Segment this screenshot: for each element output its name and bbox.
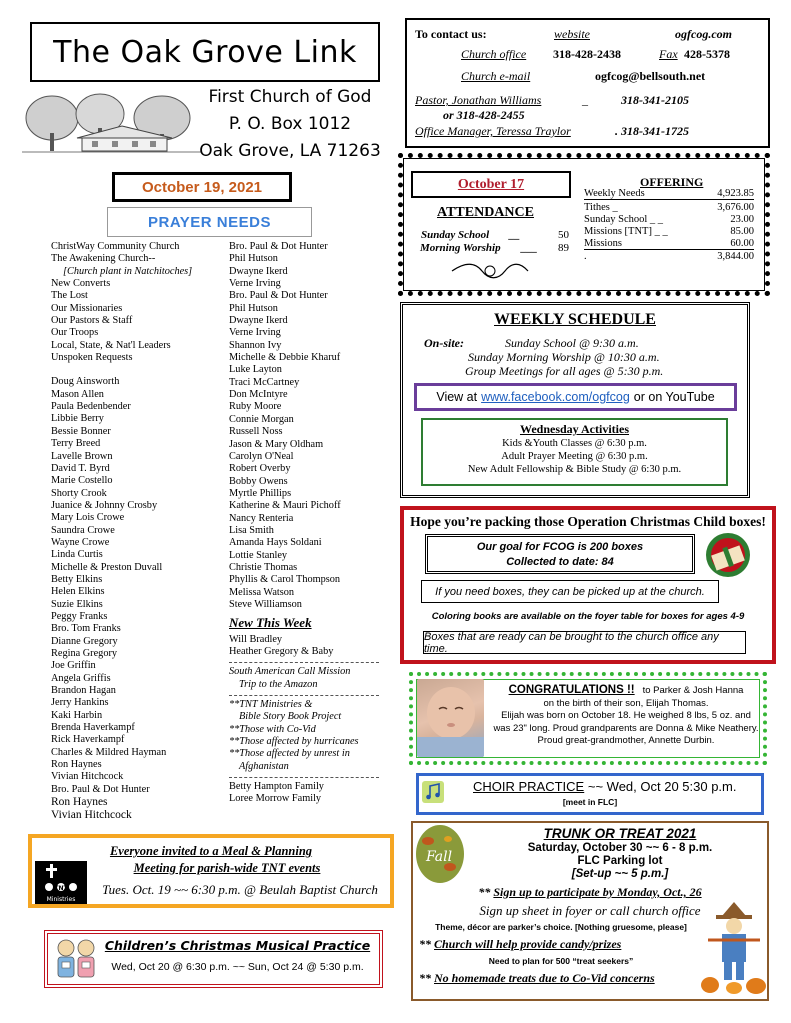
- prayer-item: Katherine & Mauri Pichoff: [229, 500, 341, 512]
- prayer-item: Don McIntyre: [229, 389, 288, 401]
- pastor-alt-phone: or 318-428-2455: [443, 108, 525, 122]
- childrens-musical-title: Children’s Christmas Musical Practice: [104, 938, 371, 953]
- trunk-no-homemade: No homemade treats due to Co-Vid concerns: [434, 971, 655, 985]
- wednesday-item: Kids &Youth Classes @ 6:30 p.m.: [502, 438, 647, 449]
- prayer-item: Ron Haynes: [51, 796, 108, 809]
- schedule-line: Sunday Morning Worship @ 10:30 a.m.: [468, 350, 660, 364]
- flourish-ornament: [450, 260, 530, 282]
- prayer-item: Russell Noss: [229, 426, 283, 438]
- offering-row: [584, 226, 754, 237]
- prayer-item: Jerry Hankins: [51, 697, 109, 709]
- new-this-week-heading: New This Week: [229, 615, 312, 631]
- offering-row: [584, 238, 754, 250]
- prayer-item: Traci McCartney: [229, 376, 300, 388]
- facebook-link[interactable]: www.facebook.com/ogfcog: [481, 390, 630, 404]
- prayer-item: Bro. Paul & Dot Hunter: [229, 290, 328, 302]
- prayer-item: Verne Irving: [229, 278, 281, 290]
- offering-row: [584, 188, 754, 200]
- website-label: website: [554, 27, 590, 41]
- wednesday-activities-box: [421, 418, 728, 486]
- occ-coloring-note: Coloring books are available on the foyer table for boxes for ages 4-9: [431, 611, 745, 622]
- contact-label: To contact us:: [415, 27, 487, 41]
- attendance-label: Sunday School: [421, 229, 490, 241]
- prayer-item: Charles & Mildred Hayman: [51, 746, 167, 758]
- prayer-item: Phil Hutson: [229, 302, 278, 314]
- prayer-item: Shannon Ivy: [229, 339, 282, 351]
- offering-label: Sunday School _ _: [584, 214, 664, 225]
- prayer-item: Bible Story Book Project: [239, 711, 342, 723]
- fax-number: 428-5378: [684, 47, 730, 61]
- prayer-item: Local, State, & Nat'l Leaders: [51, 339, 171, 351]
- fall-leaf-icon: [414, 823, 466, 885]
- offering-row: [584, 214, 754, 225]
- contact-box: [405, 18, 770, 148]
- offering-label: .: [584, 251, 587, 262]
- prayer-item: Connie Morgan: [229, 413, 294, 425]
- prayer-item: Our Pastors & Staff: [51, 315, 133, 327]
- prayer-item: Myrtle Phillips: [229, 487, 292, 499]
- prayer-needs-heading: PRAYER NEEDS: [107, 207, 312, 237]
- church-illustration: [22, 88, 202, 158]
- attendance-date: October 17: [411, 171, 571, 198]
- prayer-item: **Those with Co-Vid: [229, 723, 316, 735]
- occ-title: Hope you’re packing those Operation Christmas Child boxes!: [410, 514, 766, 529]
- prayer-item: Saundra Crowe: [51, 524, 115, 536]
- congratulations-line: was 23" long. Proud grandparents are Donna & Mike Neathery.: [493, 722, 759, 734]
- facebook-box: [414, 383, 737, 411]
- trunk-sheet: Sign up sheet in foyer or call church office: [479, 903, 701, 918]
- prayer-item: Verne Irving: [229, 327, 281, 339]
- prayer-item: The Lost: [51, 290, 88, 302]
- wednesday-title: Wednesday Activities: [519, 422, 629, 436]
- office-manager-phone: . 318-341-1725: [615, 124, 689, 138]
- congratulations-line: on the birth of their son, Elijah Thomas.: [543, 697, 709, 709]
- prayer-column-1: [51, 241, 229, 822]
- scarecrow-icon: [700, 900, 768, 995]
- tnt-logo-sub: Ministries: [46, 896, 76, 903]
- divider: [229, 662, 379, 663]
- offering-title: OFFERING: [640, 175, 704, 189]
- fall-word: Fall: [426, 849, 453, 865]
- prayer-item: Amanda Hays Soldani: [229, 537, 322, 549]
- prayer-item: Jason & Mary Oldham: [229, 438, 324, 450]
- offering-label: Tithes _: [584, 202, 618, 213]
- trunk-need: Need to plan for 500 “treat seekers”: [488, 956, 634, 966]
- attendance-dash: ___: [521, 242, 538, 254]
- divider: [229, 777, 379, 778]
- prayer-item: Nancy Renteria: [229, 512, 294, 524]
- trunk-signup-prefix: **: [478, 885, 494, 899]
- prayer-item: Our Missionaries: [51, 302, 123, 314]
- prayer-item: The Awakening Church--: [51, 253, 156, 265]
- view-at-label: View at: [436, 390, 478, 404]
- tnt-ministries-logo: [35, 861, 87, 904]
- prayer-item: Ruby Moore: [229, 401, 282, 413]
- prayer-item: Will Bradley: [229, 633, 283, 645]
- prayer-item: ChristWay Community Church: [51, 241, 180, 252]
- prayer-item: Dianne Gregory: [51, 635, 118, 647]
- prayer-item: Joe Griffin: [51, 660, 96, 672]
- attendance-label: Morning Worship: [420, 242, 501, 254]
- prayer-item: Melissa Watson: [229, 586, 295, 598]
- onsite-label: On-site:: [424, 336, 464, 350]
- prayer-item: Our Troops: [51, 327, 99, 339]
- prayer-item: Loree Morrow Family: [229, 793, 322, 805]
- occ-ready-note: Boxes that are ready can be brought to the church office any time.: [423, 631, 746, 654]
- prayer-item: **Those affected by unrest in: [229, 748, 350, 760]
- church-email[interactable]: ogfcog@bellsouth.net: [595, 69, 706, 83]
- weekly-schedule-title: WEEKLY SCHEDULE: [494, 311, 656, 328]
- schedule-line: Group Meetings for all ages @ 5:30 p.m.: [465, 364, 664, 378]
- prayer-column-2: [229, 241, 394, 806]
- prayer-item: Doug Ainsworth: [51, 376, 120, 388]
- issue-date: October 19, 2021: [112, 172, 292, 202]
- prayer-item: Steve Williamson: [229, 598, 302, 610]
- po-box: P. O. Box 1012: [228, 114, 352, 134]
- attendance-dash: __: [509, 229, 520, 241]
- prayer-item: Heather Gregory & Baby: [229, 646, 334, 657]
- congratulations-title: CONGRATULATIONS !!: [508, 684, 635, 696]
- prayer-item: Robert Overby: [229, 463, 291, 475]
- prayer-item: Helen Elkins: [51, 586, 105, 598]
- prayer-item: Paula Bedenbender: [51, 401, 131, 413]
- prayer-item: Bro. Paul & Dot Hunter: [51, 783, 150, 795]
- city-state-zip: Oak Grove, LA 71263: [199, 141, 381, 161]
- prayer-item: Phil Hutson: [229, 253, 278, 265]
- prayer-item: Wayne Crowe: [51, 536, 110, 548]
- baby-photo: [417, 679, 484, 757]
- trunk-signup: Sign up to participate by Monday, Oct., 26: [493, 885, 702, 899]
- divider: [229, 695, 379, 696]
- prayer-item: Lisa Smith: [229, 524, 274, 536]
- prayer-item: Vivian Hitchcock: [51, 771, 124, 783]
- prayer-item: Luke Layton: [229, 364, 282, 376]
- masthead: [30, 22, 380, 82]
- prayer-item: Lottie Stanley: [229, 549, 288, 561]
- prayer-item: Bessie Bonner: [51, 425, 111, 437]
- occ-collected: Collected to date: 84: [506, 556, 614, 568]
- offering-value: 60.00: [730, 238, 754, 249]
- website-link[interactable]: ogfcog.com: [675, 27, 732, 41]
- youtube-label: or on YouTube: [633, 390, 715, 404]
- prayer-item: Betty Hampton Family: [229, 781, 324, 793]
- prayer-item: Regina Gregory: [51, 648, 118, 659]
- childrens-musical-when: Wed, Oct 20 @ 6:30 p.m. ~~ Sun, Oct 24 @ 5:30 p.m.: [111, 961, 364, 973]
- attendance-title: ATTENDANCE: [437, 205, 534, 220]
- prayer-item: Juanice & Johnny Crosby: [51, 499, 158, 511]
- prayer-item: Linda Curtis: [51, 549, 103, 561]
- church-name: First Church of God: [208, 87, 372, 107]
- occ-goal-box: [425, 534, 695, 574]
- choir-meet-location: [meet in FLC]: [562, 797, 618, 807]
- choir-title: CHOIR PRACTICE: [473, 779, 585, 794]
- prayer-item: Trip to the Amazon: [239, 678, 318, 690]
- trunk-where: FLC Parking lot: [577, 855, 663, 867]
- offering-label: Weekly Needs: [584, 188, 645, 199]
- fax-label: Fax: [659, 47, 678, 61]
- prayer-item: Kaki Harbin: [51, 709, 103, 721]
- prayer-item: Dwayne Ikerd: [229, 315, 288, 327]
- wednesday-item: New Adult Fellowship & Bible Study @ 6:30 p.m.: [467, 464, 682, 475]
- church-address: [190, 84, 390, 165]
- prayer-item: **Those affected by hurricanes: [229, 736, 359, 748]
- congratulations-text: [487, 684, 765, 748]
- occ-pickup-note: If you need boxes, they can be picked up at the church.: [421, 580, 719, 603]
- prayer-names-list: [229, 241, 394, 611]
- church-office-phone: 318-428-2438: [553, 47, 621, 61]
- congratulations-line: Elijah was born on October 18. He weighed 8 lbs, 5 oz. and: [501, 710, 751, 721]
- prayer-item: David T. Byrd: [51, 462, 110, 474]
- prayer-item: Dwayne Ikerd: [229, 265, 288, 277]
- offering-value: 3,676.00: [717, 202, 754, 213]
- trunk-when: Saturday, October 30 ~~ 6 - 8 p.m.: [527, 842, 713, 854]
- offering-row: [584, 251, 754, 262]
- pastor-phone: 318-341-2105: [621, 93, 689, 107]
- wednesday-item: Adult Prayer Meeting @ 6:30 p.m.: [501, 451, 648, 462]
- trunk-setup: [Set-up ~~ 5 p.m.]: [571, 868, 669, 880]
- attendance-value: 50: [558, 229, 569, 241]
- offering-label: Missions [TNT] _ _: [584, 226, 668, 237]
- pastor-label: Pastor, Jonathan Williams: [415, 93, 542, 107]
- prayer-item: Brandon Hagan: [51, 685, 116, 697]
- prayer-item: Rick Haverkampf: [51, 734, 125, 746]
- prayer-item: Suzie Elkins: [51, 598, 103, 610]
- prayer-item: Mason Allen: [51, 388, 104, 400]
- prayer-item: Ron Haynes: [51, 759, 102, 771]
- prayer-item: Shorty Crook: [51, 487, 107, 499]
- prayer-item: Phyllis & Carol Thompson: [229, 574, 341, 586]
- prayer-item: Libbie Berry: [51, 413, 104, 425]
- prayer-item: Betty Elkins: [51, 573, 103, 585]
- choir-when: ~~ Wed, Oct 20 5:30 p.m.: [587, 779, 737, 794]
- prayer-item: [Church plant in Natchitoches]: [63, 265, 193, 277]
- trunk-theme: Theme, décor are parker’s choice. [Nothing gruesome, please]: [435, 922, 687, 932]
- office-manager-label: Office Manager, Teressa Traylor: [415, 124, 571, 138]
- occ-goal: Our goal for FCOG is 200 boxes: [476, 541, 644, 553]
- trunk-candy: Church will help provide candy/prizes: [434, 937, 622, 951]
- prayer-item: South American Call Mission: [229, 666, 351, 678]
- church-office-label: Church office: [461, 47, 527, 61]
- church-email-label: Church e-mail: [461, 69, 531, 83]
- prayer-item: Unspoken Requests: [51, 352, 133, 364]
- prayer-item: Marie Costello: [51, 475, 113, 487]
- prayer-item: Terry Breed: [51, 438, 101, 450]
- prayer-item: **TNT Ministries &: [229, 699, 313, 711]
- pastor-dash: _: [582, 93, 588, 107]
- prayer-item: Vivian Hitchcock: [51, 809, 132, 822]
- prayer-item: Bro. Paul & Dot Hunter: [229, 241, 328, 252]
- prayer-names-list: [51, 376, 229, 796]
- choir-practice-line: [473, 779, 736, 794]
- singing-kids-icon: [51, 934, 101, 984]
- offering-value: 85.00: [730, 226, 754, 237]
- trunk-title: TRUNK OR TREAT 2021: [543, 826, 697, 841]
- prayer-item: Afghanistan: [239, 760, 289, 772]
- offering-value: 4,923.85: [717, 188, 754, 199]
- schedule-line: Sunday School @ 9:30 a.m.: [505, 336, 639, 350]
- meal-line-2: Meeting for parish-wide TNT events: [133, 861, 321, 875]
- prayer-item: Bro. Tom Franks: [51, 623, 121, 635]
- prayer-item: Michelle & Debbie Kharuf: [229, 352, 341, 364]
- gift-box-icon: [705, 532, 751, 578]
- prayer-item: Michelle & Preston Duvall: [51, 561, 163, 573]
- meal-line-1: Everyone invited to a Meal & Planning: [109, 844, 313, 858]
- prayer-item: New Converts: [51, 278, 111, 290]
- offering-value: 23.00: [730, 214, 754, 225]
- offering-label: Missions: [584, 238, 622, 249]
- attendance-value: 89: [558, 242, 569, 254]
- prayer-item: Bobby Owens: [229, 475, 288, 487]
- congratulations-line: to Parker & Josh Hanna: [642, 685, 744, 696]
- congratulations-line: Proud great-grandmother, Annette Durbin.: [537, 735, 715, 746]
- prayer-item: Carolyn O'Neal: [229, 450, 294, 462]
- tnt-logo-text: TNT: [54, 885, 68, 892]
- prayer-item: Brenda Haverkampf: [51, 722, 135, 734]
- newsletter-title: The Oak Grove Link: [53, 34, 357, 70]
- prayer-item: Mary Lois Crowe: [51, 512, 125, 524]
- prayer-item: Christie Thomas: [229, 561, 298, 573]
- prayer-item: Angela Griffis: [51, 672, 111, 684]
- offering-row: [584, 202, 754, 213]
- prayer-item: Peggy Franks: [51, 610, 108, 622]
- prayer-item: Lavelle Brown: [51, 450, 113, 462]
- offering-total: 3,844.00: [717, 251, 754, 262]
- meal-line-3: Tues. Oct. 19 ~~ 6:30 p.m. @ Beulah Baptist Church: [102, 882, 378, 897]
